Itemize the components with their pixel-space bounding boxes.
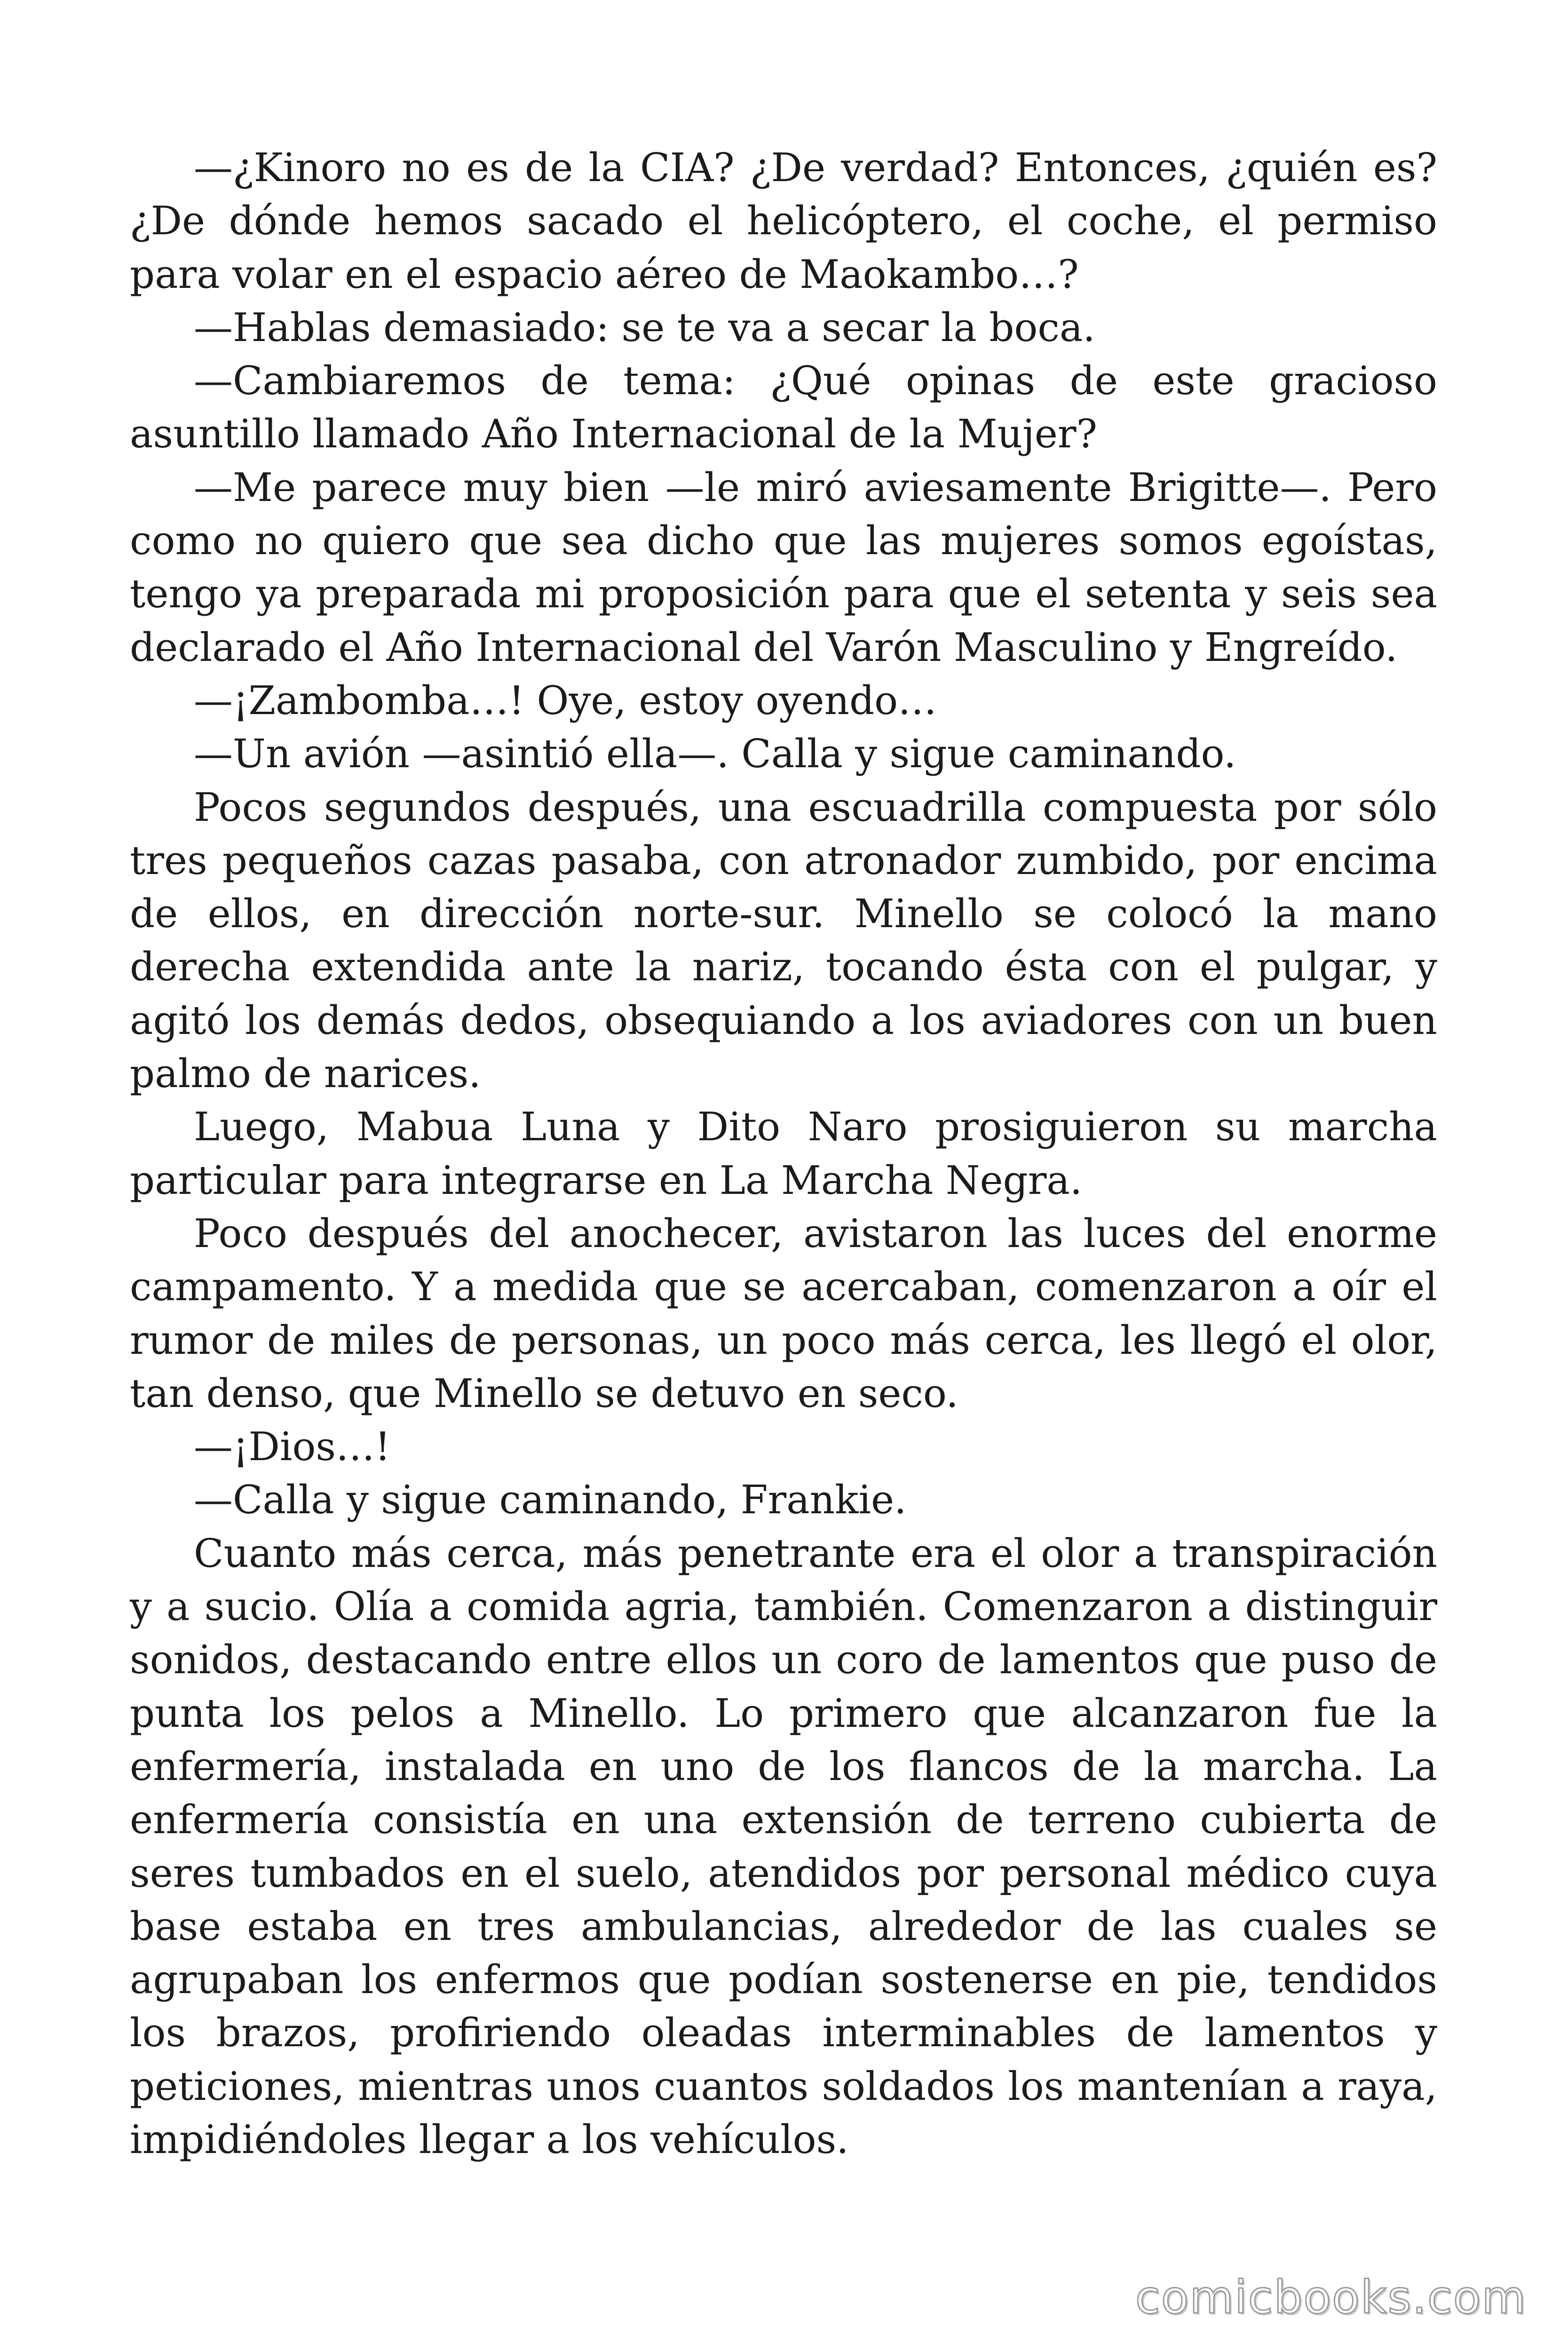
paragraph: —Hablas demasiado: se te va a secar la boca. bbox=[194, 304, 1095, 350]
watermark: comicbooks.com bbox=[1135, 2271, 1527, 2324]
paragraph: —Cambiaremos de tema: ¿Qué opinas de este gracioso asuntillo llamado Año Internacional de la Mujer? bbox=[130, 358, 1437, 457]
paragraph: —Me parece muy bien —le miró aviesamente Brigitte—. Pero como no quiero que sea dicho que las mujeres somos egoístas, tengo ya preparada mi proposición para que el setenta y seis sea declarado el Año Internacional del Varón Masculino y Engreído. bbox=[130, 464, 1437, 670]
paragraph: —Calla y sigue caminando, Frankie. bbox=[194, 1477, 907, 1523]
paragraph: —¡Zambomba…! Oye, estoy oyendo… bbox=[194, 677, 937, 723]
paragraph: —Un avión —asintió ella—. Calla y sigue caminando. bbox=[194, 731, 1236, 777]
paragraph: Poco después del anochecer, avistaron las luces del enorme campamento. Y a medida que se acercaban, comenzaron a oír el rumor de miles de personas, un poco más cerca, les llegó el olor, tan denso, que Minello se detuvo en seco. bbox=[130, 1210, 1437, 1416]
page-body bbox=[130, 141, 1437, 2166]
paragraph: —¡Dios…! bbox=[194, 1424, 391, 1470]
paragraph: Cuanto más cerca, más penetrante era el olor a transpiración y a sucio. Olía a comida agria, también. Comenzaron a distinguir sonidos, destacando entre ellos un coro de lamentos que puso de punta los pelos a Minello. Lo primero que alcanzaron fue la enfermería, instalada en uno de los flancos de la marcha. La enfermería consistía en una extensión de terreno cubierta de seres tumbados en el suelo, atendidos por personal médico cuya base estaba en tres ambulancias, alrededor de las cuales se agrupaban los enfermos que podían sostenerse en pie, tendidos los brazos, profiriendo oleadas interminables de lamentos y peticiones, mientras unos cuantos soldados los mantenían a raya, impidiéndoles llegar a los vehículos. bbox=[130, 1530, 1437, 2162]
paragraph: —¿Kinoro no es de la CIA? ¿De verdad? Entonces, ¿quién es? ¿De dónde hemos sacado el helicóptero, el coche, el permiso para volar en el espacio aéreo de Maokambo…? bbox=[130, 145, 1437, 297]
paragraph: Pocos segundos después, una escuadrilla compuesta por sólo tres pequeños cazas pasaba, con atronador zumbido, por encima de ellos, en dirección norte-sur. Minello se colocó la mano derecha extendida ante la nariz, tocando ésta con el pulgar, y agitó los demás dedos, obsequiando a los aviadores con un buen palmo de narices. bbox=[130, 784, 1437, 1097]
paragraph: Luego, Mabua Luna y Dito Naro prosiguieron su marcha particular para integrarse en La Marcha Negra. bbox=[130, 1104, 1437, 1203]
